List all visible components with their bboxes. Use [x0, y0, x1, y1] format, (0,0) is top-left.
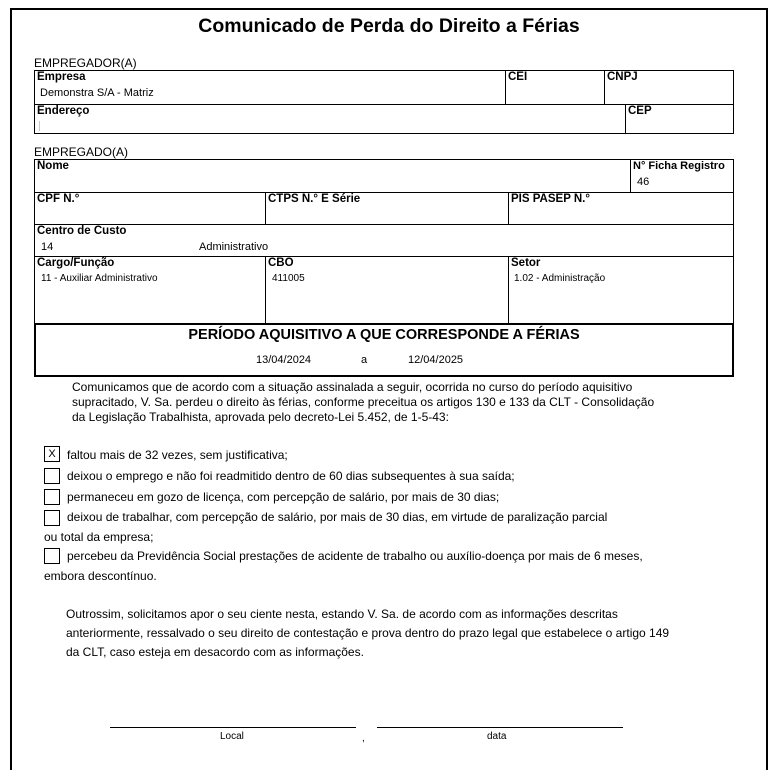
cnpj-cell: [604, 70, 734, 105]
periodo-separator: a: [361, 354, 368, 366]
periodo-box: [34, 323, 734, 377]
periodo-heading: PERÍODO AQUISITIVO A QUE CORRESPONDE A FÉRIAS: [188, 327, 580, 343]
centro-custo-cell: [34, 224, 734, 257]
setor-cell: [508, 256, 734, 324]
cbo-label: CBO: [268, 257, 294, 269]
data-label: data: [487, 731, 507, 742]
closing-line-3: da CLT, caso esteja em desacordo com as informações.: [66, 645, 364, 659]
cnpj-label: CNPJ: [607, 71, 638, 83]
document-title: Comunicado de Perda do Direito a Férias: [198, 15, 580, 37]
option-3-checkbox[interactable]: [44, 489, 60, 505]
setor-label: Setor: [511, 257, 541, 269]
option-2-text: deixou o emprego e não foi readmitido dentro de 60 dias subsequentes à sua saída;: [67, 469, 515, 483]
document-page: [10, 8, 768, 770]
cargo-value: 11 - Auxiliar Administrativo: [41, 273, 158, 284]
option-1-checkbox[interactable]: X: [44, 446, 60, 462]
signature-comma: ,: [362, 733, 365, 744]
closing-line-1: Outrossim, solicitamos apor o seu ciente nesta, estando V. Sa. de acordo com as informações descritas: [66, 607, 618, 621]
option-3-text: permaneceu em gozo de licença, com percepção de salário, por mais de 30 dias;: [67, 490, 500, 504]
periodo-start: 13/04/2024: [256, 354, 312, 366]
cep-label: CEP: [628, 105, 652, 117]
endereco-value-marker: [39, 121, 40, 131]
ficha-value: 46: [637, 176, 650, 188]
cei-cell: [505, 70, 605, 105]
endereco-cell: [34, 104, 626, 134]
empresa-label: Empresa: [37, 71, 86, 83]
ficha-label: N° Ficha Registro: [633, 160, 725, 172]
cbo-cell: [265, 256, 509, 324]
intro-line-3: da Legislação Trabalhista, aprovada pelo decreto-Lei 5.452, de 1-5-43:: [72, 410, 449, 424]
pis-cell: [508, 192, 734, 225]
cbo-value: 411005: [272, 273, 305, 284]
cargo-cell: [34, 256, 266, 324]
option-2-checkbox[interactable]: [44, 468, 60, 484]
option-1-text: faltou mais de 32 vezes, sem justificativa;: [67, 448, 288, 462]
empresa-cell: [34, 70, 506, 105]
nome-label: Nome: [37, 160, 69, 172]
option-5-checkbox[interactable]: [44, 548, 60, 564]
option-5-continuation: embora descontínuo.: [44, 569, 157, 583]
centro-custo-name: Administrativo: [199, 241, 269, 253]
cei-label: CEI: [508, 71, 528, 83]
employee-section-label: EMPREGADO(A): [34, 145, 129, 159]
ficha-cell: [630, 159, 734, 193]
intro-line-1: Comunicamos que de acordo com a situação assinalada a seguir, ocorrida no curso do período aquisitivo: [72, 380, 633, 394]
pis-label: PIS PASEP N.°: [511, 193, 590, 205]
option-4-checkbox[interactable]: [44, 510, 60, 526]
periodo-end: 12/04/2025: [408, 354, 464, 366]
date-signature-line: [377, 727, 623, 728]
local-signature-line: [110, 727, 356, 728]
cep-cell: [625, 104, 734, 134]
nome-cell: [34, 159, 631, 193]
cpf-cell: [34, 192, 266, 225]
closing-line-2: anteriormente, ressalvado o seu direito de contestação e prova dentro do prazo legal que estabelece o artigo 149: [66, 626, 670, 640]
option-4-continuation: ou total da empresa;: [44, 530, 154, 544]
employer-section-label: EMPREGADOR(A): [34, 56, 137, 70]
option-4-text: deixou de trabalhar, com percepção de salário, por mais de 30 dias, em virtude de paralização parcial: [67, 510, 608, 524]
ctps-cell: [265, 192, 509, 225]
intro-line-2: supracitado, V. Sa. perdeu o direito às férias, conforme preceitua os artigos 130 e 133 da CLT - Consolidação: [72, 395, 655, 409]
cpf-label: CPF N.°: [37, 193, 80, 205]
ctps-label: CTPS N.° E Série: [268, 193, 361, 205]
cargo-label: Cargo/Função: [37, 257, 115, 269]
setor-value: 1.02 - Administração: [514, 273, 606, 284]
centro-custo-code: 14: [41, 241, 54, 253]
endereco-label: Endereço: [37, 105, 90, 117]
option-5-text: percebeu da Previdência Social prestações de acidente de trabalho ou auxílio-doença por mais de 6 meses,: [67, 549, 643, 563]
centro-custo-label: Centro de Custo: [37, 225, 127, 237]
local-label: Local: [220, 731, 244, 742]
empresa-value: Demonstra S/A - Matriz: [40, 87, 154, 99]
